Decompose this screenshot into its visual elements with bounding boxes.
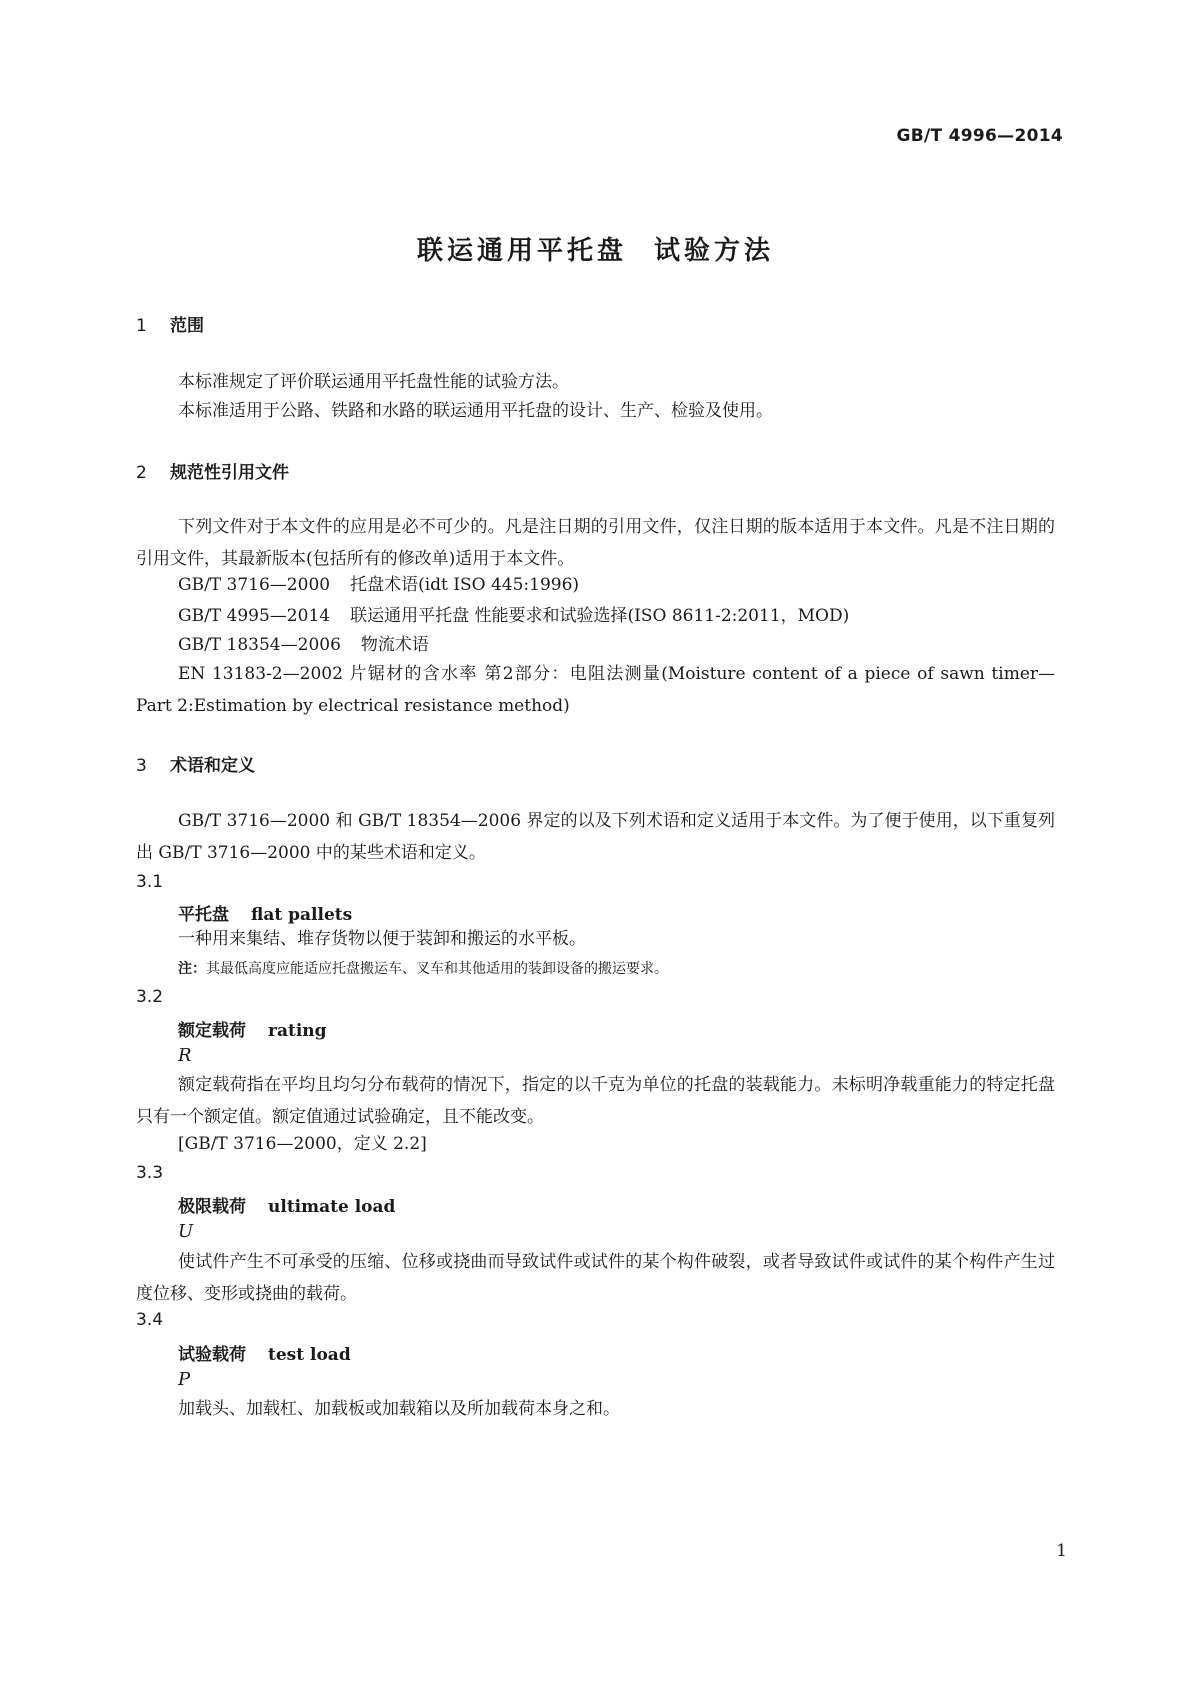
- term-entry: [178, 1016, 327, 1041]
- term-zh: 极限载荷: [178, 1197, 246, 1217]
- document-title: 联运通用平托盘 试验方法: [416, 236, 775, 266]
- paragraph: 下列文件对于本文件的应用是必不可少的。凡是注日期的引用文件，仅注日期的版本适用于本文件。凡是不注日期的引用文件，其最新版本(包括所有的修改单)适用于本文件。: [136, 517, 1055, 569]
- reference-code: GB/T 4995—2014: [178, 606, 331, 626]
- section-title: 范围: [170, 316, 204, 336]
- section-title: 术语和定义: [170, 756, 255, 776]
- reference-title: 托盘术语(idt ISO 445:1996): [350, 575, 580, 595]
- term-definition: 加载头、加载杠、加载板或加载箱以及所加载荷本身之和。: [178, 1399, 620, 1419]
- reference-code: GB/T 3716—2000: [178, 575, 331, 595]
- reference-title: 联运通用平托盘 性能要求和试验选择(ISO 8611-2:2011，MOD): [350, 606, 850, 626]
- reference-code: GB/T 18354—2006: [178, 635, 341, 655]
- standard-number: GB/T 4996—2014: [896, 126, 1063, 146]
- section-3-heading: [136, 751, 255, 776]
- term-zh: 平托盘: [178, 905, 229, 925]
- term-entry: [178, 900, 352, 925]
- note-text: 其最低高度应能适应托盘搬运车、叉车和其他适用的装卸设备的搬运要求。: [206, 961, 668, 977]
- paragraph: 本标准适用于公路、铁路和水路的联运通用平托盘的设计、生产、检验及使用。: [178, 401, 773, 421]
- reference-item: [178, 629, 429, 661]
- section-number: 3: [136, 756, 147, 776]
- term-symbol: P: [178, 1369, 191, 1390]
- reference-item: [178, 600, 849, 632]
- section-1-heading: [136, 311, 204, 336]
- term-en: rating: [268, 1021, 327, 1041]
- paragraph: 本标准规定了评价联运通用平托盘性能的试验方法。: [178, 372, 569, 392]
- term-source: [GB/T 3716—2000，定义 2.2]: [178, 1134, 427, 1154]
- term-en: ultimate load: [268, 1197, 396, 1217]
- section-number: 2: [136, 463, 147, 483]
- section-number: 1: [136, 316, 147, 336]
- term-zh: 额定载荷: [178, 1021, 246, 1041]
- term-number: 3.2: [136, 987, 164, 1007]
- term-definition: 一种用来集结、堆存货物以便于装卸和搬运的水平板。: [178, 929, 586, 949]
- term-number: 3.1: [136, 872, 164, 892]
- reference-item: [178, 569, 579, 601]
- term-en: flat pallets: [251, 905, 353, 925]
- term-entry: [178, 1340, 351, 1365]
- section-2-heading: [136, 458, 289, 483]
- term-entry: [178, 1192, 395, 1217]
- term-definition: 额定载荷指在平均且均匀分布载荷的情况下，指定的以千克为单位的托盘的装载能力。未标明净载重能力的特定托盘只有一个额定值。额定值通过试验确定，且不能改变。: [136, 1075, 1055, 1127]
- term-symbol: R: [178, 1045, 192, 1066]
- page-number: 1: [1056, 1541, 1067, 1561]
- term-definition: 使试件产生不可承受的压缩、位移或挠曲而导致试件或试件的某个构件破裂，或者导致试件或试件的某个构件产生过度位移、变形或挠曲的载荷。: [136, 1252, 1055, 1304]
- term-number: 3.4: [136, 1310, 164, 1330]
- term-note: [178, 958, 668, 978]
- paragraph: GB/T 3716—2000 和 GB/T 18354—2006 界定的以及下列术语和定义适用于本文件。为了便于使用，以下重复列出 GB/T 3716—2000 中的某些术语和定义。: [136, 811, 1055, 863]
- term-number: 3.3: [136, 1163, 164, 1183]
- reference-title: 物流术语: [360, 635, 429, 655]
- term-en: test load: [268, 1345, 351, 1365]
- section-title: 规范性引用文件: [170, 463, 289, 483]
- reference-item: EN 13183-2—2002 片锯材的含水率 第2部分：电阻法测量(Moisture content of a piece of sawn timer—Part 2:Estimation by electrical resistance method): [136, 664, 1055, 716]
- term-zh: 试验载荷: [178, 1345, 246, 1365]
- term-symbol: U: [178, 1221, 194, 1242]
- note-label: 注：: [178, 961, 206, 977]
